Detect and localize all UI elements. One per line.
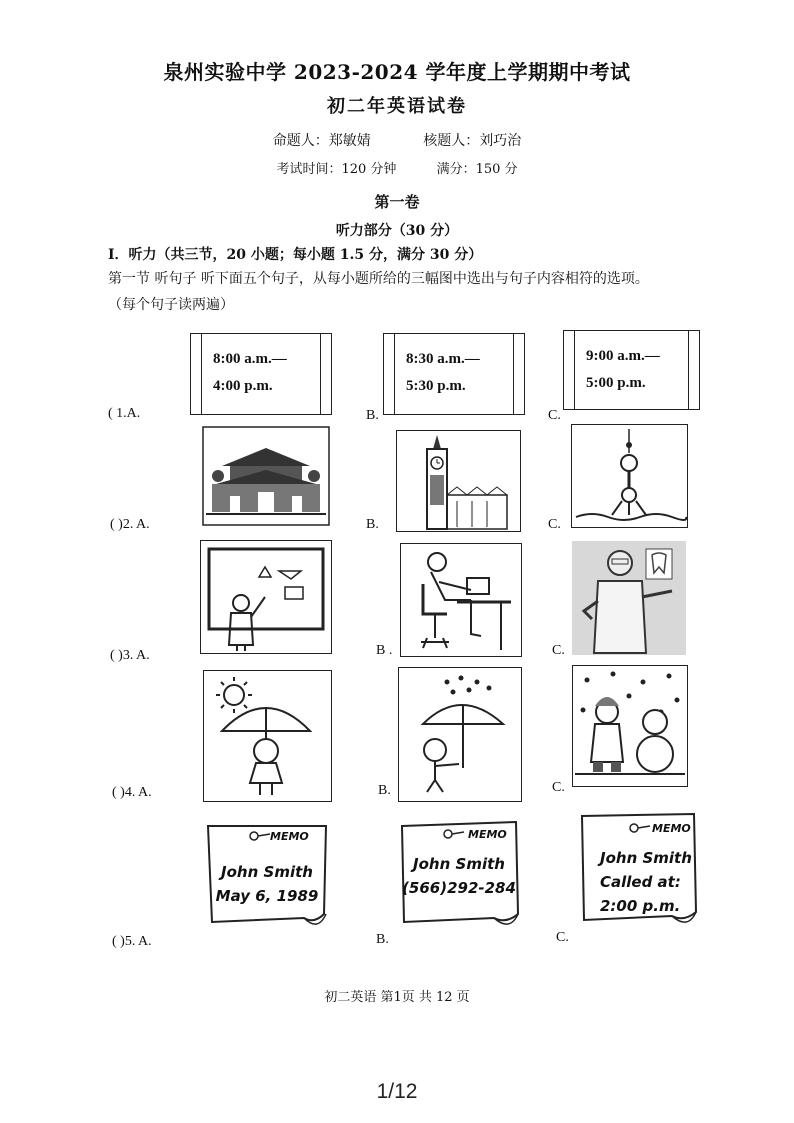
oriental-pearl-tower-picture bbox=[571, 424, 688, 528]
memo-content bbox=[204, 860, 330, 908]
question-number: ( )2. A. bbox=[110, 517, 150, 532]
part1-heading: Ⅰ．听力（共三节，20 小题；每小题 1.5 分，满分 30 分） bbox=[108, 247, 483, 263]
teacher-at-blackboard-picture bbox=[200, 540, 332, 654]
author: 命题人：郑敏婧 bbox=[272, 133, 371, 149]
memo-note-a bbox=[204, 822, 330, 934]
schedule-open: 8:30 a.m.— bbox=[406, 351, 480, 367]
scroll-rail-right bbox=[688, 331, 699, 409]
rainy-weather-picture bbox=[398, 667, 522, 802]
big-ben-icon bbox=[397, 431, 520, 531]
option-label: B. bbox=[366, 408, 379, 423]
option-label: B. bbox=[378, 783, 391, 798]
schedule-card-c bbox=[563, 330, 700, 410]
rainy-icon bbox=[399, 668, 521, 801]
teacher-icon bbox=[201, 541, 331, 653]
dentist-icon bbox=[572, 541, 686, 655]
memo-line: John Smith bbox=[221, 863, 313, 881]
tiananmen-icon bbox=[202, 426, 330, 526]
tiananmen-gate-picture bbox=[202, 426, 330, 526]
option-label: C. bbox=[552, 643, 565, 658]
pearl-tower-icon bbox=[572, 425, 687, 527]
option-label: C. bbox=[552, 780, 565, 795]
option-label: B. bbox=[366, 517, 379, 532]
scroll-rail-right bbox=[320, 334, 331, 414]
big-ben-picture bbox=[396, 430, 521, 532]
snowy-icon bbox=[573, 666, 687, 786]
exam-title: 泉州实验中学 2023-2024 学年度上学期期中考试 bbox=[163, 60, 631, 84]
schedule-card-a bbox=[190, 333, 332, 415]
schedule-times bbox=[586, 343, 660, 397]
schedule-close: 5:00 p.m. bbox=[586, 375, 646, 391]
snowy-weather-picture bbox=[572, 665, 688, 787]
full-score: 满分：150 分 bbox=[436, 162, 518, 177]
part1-note: （每个句子读两遍） bbox=[108, 297, 234, 313]
person-at-computer-picture bbox=[400, 543, 522, 657]
exam-subtitle: 初二年英语试卷 bbox=[327, 96, 467, 117]
authors-line bbox=[0, 130, 794, 150]
volume-heading: 第一卷 bbox=[374, 193, 420, 211]
dentist-picture bbox=[572, 541, 686, 655]
question-number: ( )3. A. bbox=[110, 648, 150, 663]
scroll-rail-left bbox=[191, 334, 202, 414]
question-number: ( )4. A. bbox=[112, 785, 152, 800]
schedule-close: 5:30 p.m. bbox=[406, 378, 466, 394]
option-label: C. bbox=[548, 408, 561, 423]
scroll-rail-left bbox=[564, 331, 575, 409]
sunny-weather-picture bbox=[203, 670, 332, 802]
reviewer: 核题人：刘巧治 bbox=[423, 133, 522, 149]
memo-tag: MEMO bbox=[270, 830, 309, 843]
schedule-times bbox=[213, 346, 287, 400]
listening-heading: 听力部分（30 分） bbox=[335, 223, 459, 239]
question-number: ( 1.A. bbox=[108, 406, 141, 421]
memo-note-b bbox=[398, 820, 520, 934]
memo-note-c bbox=[578, 812, 698, 932]
memo-tag: MEMO bbox=[468, 828, 507, 841]
scroll-rail-left bbox=[384, 334, 395, 414]
schedule-card-b bbox=[383, 333, 525, 415]
option-label: C. bbox=[548, 517, 561, 532]
computer-worker-icon bbox=[401, 544, 521, 656]
sunny-icon bbox=[204, 671, 331, 801]
memo-line: Called at: bbox=[600, 873, 681, 891]
exam-info-line bbox=[0, 158, 794, 177]
option-label: C. bbox=[556, 930, 569, 945]
memo-line: 2:00 p.m. bbox=[600, 897, 681, 915]
schedule-open: 8:00 a.m.— bbox=[213, 351, 287, 367]
memo-line: (566)292-284 bbox=[402, 879, 516, 897]
page-footer: 初二英语 第1页 共 12 页 bbox=[324, 990, 470, 1005]
schedule-times bbox=[406, 346, 480, 400]
option-label: B . bbox=[376, 643, 393, 658]
memo-tag: MEMO bbox=[652, 822, 691, 835]
question-number: ( )5. A. bbox=[112, 934, 152, 949]
page-indicator: 1/12 bbox=[376, 1080, 418, 1103]
scroll-rail-right bbox=[513, 334, 524, 414]
part1-instruction: 第一节 听句子 听下面五个句子，从每小题所给的三幅图中选出与句子内容相符的选项。 bbox=[108, 271, 649, 287]
memo-content bbox=[600, 846, 720, 918]
memo-line: John Smith bbox=[413, 855, 505, 873]
schedule-close: 4:00 p.m. bbox=[213, 378, 273, 394]
option-label: B. bbox=[376, 932, 389, 947]
schedule-open: 9:00 a.m.— bbox=[586, 348, 660, 364]
exam-time: 考试时间：120 分钟 bbox=[276, 162, 397, 177]
memo-line: May 6, 1989 bbox=[215, 887, 319, 905]
memo-content bbox=[398, 852, 520, 900]
memo-line: John Smith bbox=[600, 849, 692, 867]
